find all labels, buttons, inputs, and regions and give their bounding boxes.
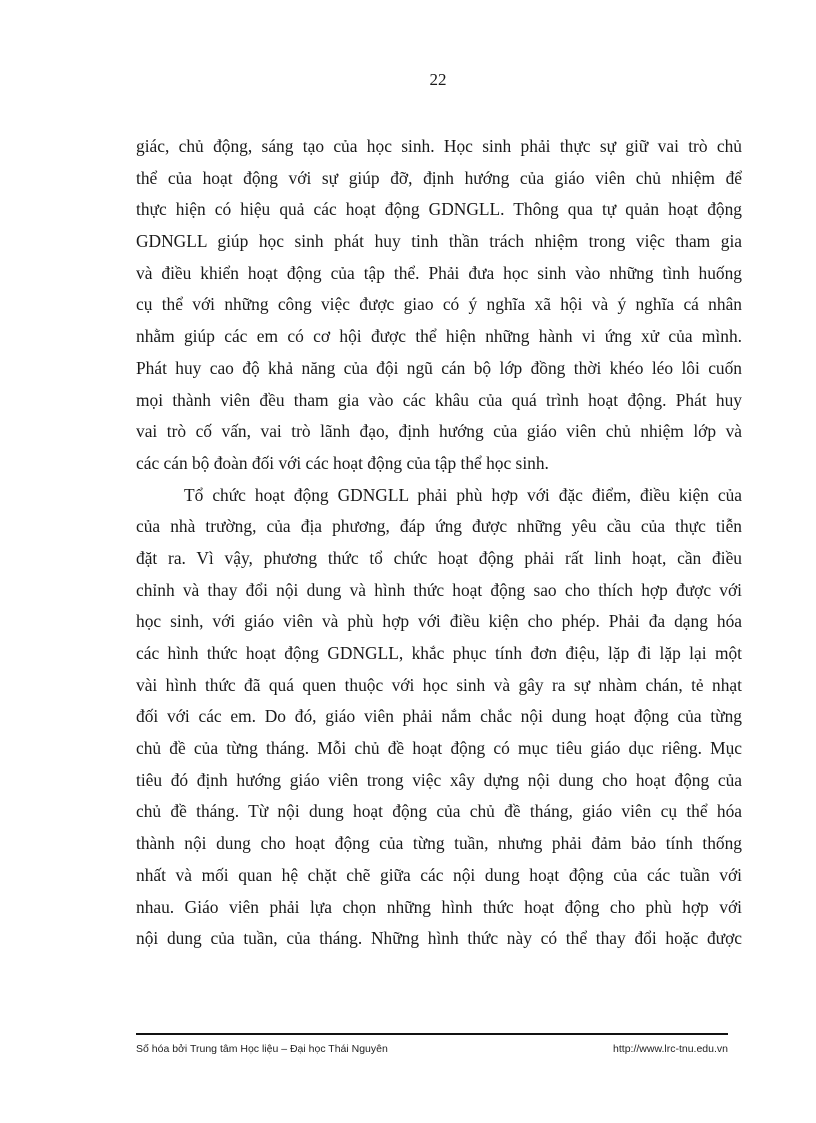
text-line: các cán bộ đoàn đối với các hoạt động của tập thể học sinh. [136,452,549,473]
text-line: nhau. Giáo viên phải lựa chọn những hình thức hoạt động cho phù hợp với [136,896,742,917]
text-line: chủ đề của từng tháng. Mỗi chủ đề hoạt động có mục tiêu giáo dục riêng. Mục [136,738,742,759]
text-line: vai trò cố vấn, vai trò lãnh đạo, định hướng của giáo viên chủ nhiệm lớp và [136,421,742,442]
text-line: vài hình thức đã quá quen thuộc với học sinh và gây ra sự nhàm chán, tẻ nhạt [136,674,742,695]
text-line: Phát huy cao độ khả năng của đội ngũ cán bộ lớp đồng thời khéo léo lôi cuốn [136,357,742,378]
text-line: thể của hoạt động với sự giúp đỡ, định hướng của giáo viên chủ nhiệm để [136,167,742,188]
text-line: thành nội dung cho hoạt động của từng tuần, nhưng phải đảm bảo tính thống [136,833,742,854]
text-line: đặt ra. Vì vậy, phương thức tổ chức hoạt động phải rất linh hoạt, cần điều [136,547,742,568]
text-line: chủ đề tháng. Từ nội dung hoạt động của chủ đề tháng, giáo viên cụ thể hóa [136,801,742,822]
text-line: nhất và mối quan hệ chặt chẽ giữa các nội dung hoạt động của các tuần với [136,864,742,885]
text-line: các hình thức hoạt động GDNGLL, khắc phục tính đơn điệu, lặp đi lặp lại một [136,643,742,663]
text-line: nhằm giúp các em có cơ hội được thể hiện những hành vi ứng xử của mình. [136,326,742,347]
text-line: giác, chủ động, sáng tạo của học sinh. Học sinh phải thực sự giữ vai trò chủ [136,136,742,156]
text-line: thực hiện có hiệu quả các hoạt động GDNGLL. Thông qua tự quản hoạt động [136,199,742,220]
text-line: tiêu đó định hướng giáo viên trong việc xây dựng nội dung cho hoạt động của [136,769,742,790]
text-line: nội dung của tuần, của tháng. Những hình thức này có thể thay đổi hoặc được [136,928,742,949]
text-line: cụ thể với những công việc được giao có ý nghĩa xã hội và ý nghĩa cá nhân [136,294,742,315]
document-body [136,131,742,955]
text-line: Tổ chức hoạt động GDNGLL phải phù hợp với đặc điểm, điều kiện của [184,484,742,505]
text-line: học sinh, với giáo viên và phù hợp với điều kiện cho phép. Phải đa dạng hóa [136,611,742,632]
footer-source-text: Số hóa bởi Trung tâm Học liệu – Đại học Thái Nguyên [136,1043,388,1055]
footer-divider [136,1033,728,1035]
text-line: của nhà trường, của địa phương, đáp ứng được những yêu cầu của thực tiễn [136,516,742,537]
text-line: GDNGLL giúp học sinh phát huy tinh thần trách nhiệm trong việc tham gia [136,231,742,252]
page-number: 22 [429,70,447,89]
text-line: chỉnh và thay đổi nội dung và hình thức hoạt động sao cho thích hợp được với [136,579,742,600]
text-line: đối với các em. Do đó, giáo viên phải nắm chắc nội dung hoạt động của từng [136,706,742,727]
paragraph-2 [136,480,742,955]
text-line: và điều khiển hoạt động của tập thể. Phải đưa học sinh vào những tình huống [136,262,742,283]
paragraph-1 [136,131,742,480]
text-line: mọi thành viên đều tham gia vào các khâu của quá trình hoạt động. Phát huy [136,389,742,410]
footer-url: http://www.lrc-tnu.edu.vn [613,1043,728,1055]
